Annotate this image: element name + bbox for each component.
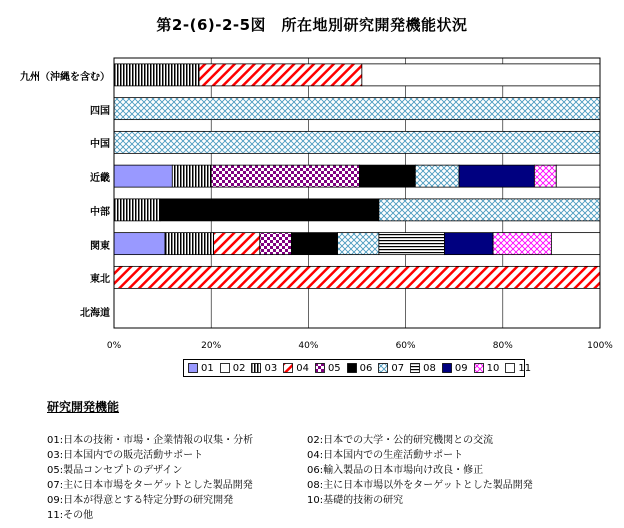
legend-swatch	[220, 363, 230, 373]
bar-segment-01-5	[114, 233, 165, 255]
legend-swatch	[188, 363, 198, 373]
legend-label: 06	[359, 362, 373, 374]
legend-label: 05	[327, 362, 341, 374]
x-tick-label: 20%	[201, 341, 222, 351]
x-tick-label: 80%	[492, 341, 513, 351]
legend-item	[410, 363, 436, 374]
bar-segment-06-3	[359, 165, 415, 187]
bar-segment-07-2	[114, 131, 600, 153]
bar-segment-11-0	[362, 64, 600, 86]
bar-segment-04-6	[114, 266, 600, 288]
category-label: 九州（沖縄を含む）	[20, 71, 110, 83]
bar-segment-11-5	[551, 233, 600, 255]
legend-label: 04	[296, 362, 309, 374]
note-item: 09:日本が得意とする特定分野の研究開発	[47, 495, 234, 506]
legend-swatch	[505, 363, 515, 373]
note-item: 03:日本国内での販売活動サポート	[47, 450, 204, 461]
notes-heading: 研究開発機能	[47, 400, 120, 414]
legend	[183, 359, 532, 377]
legend-swatch	[474, 363, 484, 373]
note-item: 11:その他	[47, 510, 94, 521]
note-item: 01:日本の技術・市場・企業情報の収集・分析	[47, 435, 254, 446]
category-label: 関東	[90, 240, 110, 252]
legend-label: 08	[423, 362, 436, 374]
bar-segment-09-3	[459, 165, 534, 187]
category-label: 北海道	[80, 308, 110, 320]
bar-segment-03-0	[114, 64, 199, 86]
legend-item	[283, 363, 309, 374]
legend-label: 09	[454, 362, 468, 374]
chart-title: 第2-(6)-2-5図 所在地別研究開発機能状況	[156, 16, 468, 34]
legend-item	[315, 363, 341, 374]
bar-segment-10-5	[493, 233, 551, 255]
legend-swatch	[378, 363, 388, 373]
legend-label: 03	[264, 362, 278, 374]
note-item: 07:主に日本市場をターゲットとした製品開発	[47, 480, 253, 491]
legend-label: 10	[486, 362, 500, 374]
legend-label: 02	[232, 362, 246, 374]
bar-segment-10-3	[534, 165, 556, 187]
legend-swatch	[315, 363, 325, 373]
note-item: 02:日本での大学・公的研究機関との交流	[307, 435, 494, 446]
category-label: 東北	[90, 274, 110, 286]
bar-segment-01-3	[114, 165, 172, 187]
category-label: 四国	[90, 105, 110, 117]
bar-segment-06-4	[160, 199, 379, 221]
legend-item	[251, 363, 277, 374]
legend-item	[188, 363, 214, 374]
bar-segment-04-0	[199, 64, 362, 86]
legend-item	[347, 363, 373, 374]
category-label: 近畿	[90, 173, 110, 185]
legend-label: 11	[518, 362, 532, 374]
bar-segment-11-3	[556, 165, 600, 187]
x-tick-label: 60%	[395, 341, 416, 351]
note-item: 10:基礎的技術の研究	[307, 495, 404, 506]
legend-item	[505, 363, 531, 374]
legend-item	[378, 363, 404, 374]
bar-segment-07-4	[379, 199, 600, 221]
bar-segment-04-5	[214, 233, 260, 255]
legend-swatch	[251, 363, 261, 373]
note-item: 05:製品コンセプトのデザイン	[47, 465, 183, 476]
bar-segment-03-5	[165, 233, 214, 255]
legend-swatch	[283, 363, 293, 373]
bar-segment-03-3	[172, 165, 211, 187]
legend-item	[442, 363, 468, 374]
legend-swatch	[347, 363, 357, 373]
legend-label: 07	[391, 362, 405, 374]
x-tick-label: 40%	[298, 341, 319, 351]
note-item: 08:主に日本市場以外をターゲットとした製品開発	[307, 480, 533, 491]
bar-segment-07-3	[415, 165, 459, 187]
note-item: 06:輸入製品の日本市場向け改良・修正	[307, 465, 484, 476]
bar-segment-08-5	[379, 233, 445, 255]
note-item: 04:日本国内での生産活動サポート	[307, 450, 464, 461]
legend-label: 01	[201, 362, 214, 374]
x-tick-label: 0%	[106, 341, 122, 351]
legend-swatch	[442, 363, 452, 373]
bar-segment-09-5	[444, 233, 493, 255]
bar-segment-07-5	[338, 233, 379, 255]
bar-segment-05-5	[260, 233, 292, 255]
legend-item	[220, 363, 246, 374]
bar-segment-03-4	[114, 199, 160, 221]
legend-item	[474, 363, 500, 374]
x-tick-label: 100%	[587, 341, 613, 351]
bar-segment-06-5	[291, 233, 337, 255]
bar-segment-07-1	[114, 98, 600, 120]
category-label: 中国	[90, 139, 110, 151]
bar-segment-05-3	[211, 165, 359, 187]
category-label: 中部	[90, 206, 110, 218]
legend-swatch	[410, 363, 420, 373]
